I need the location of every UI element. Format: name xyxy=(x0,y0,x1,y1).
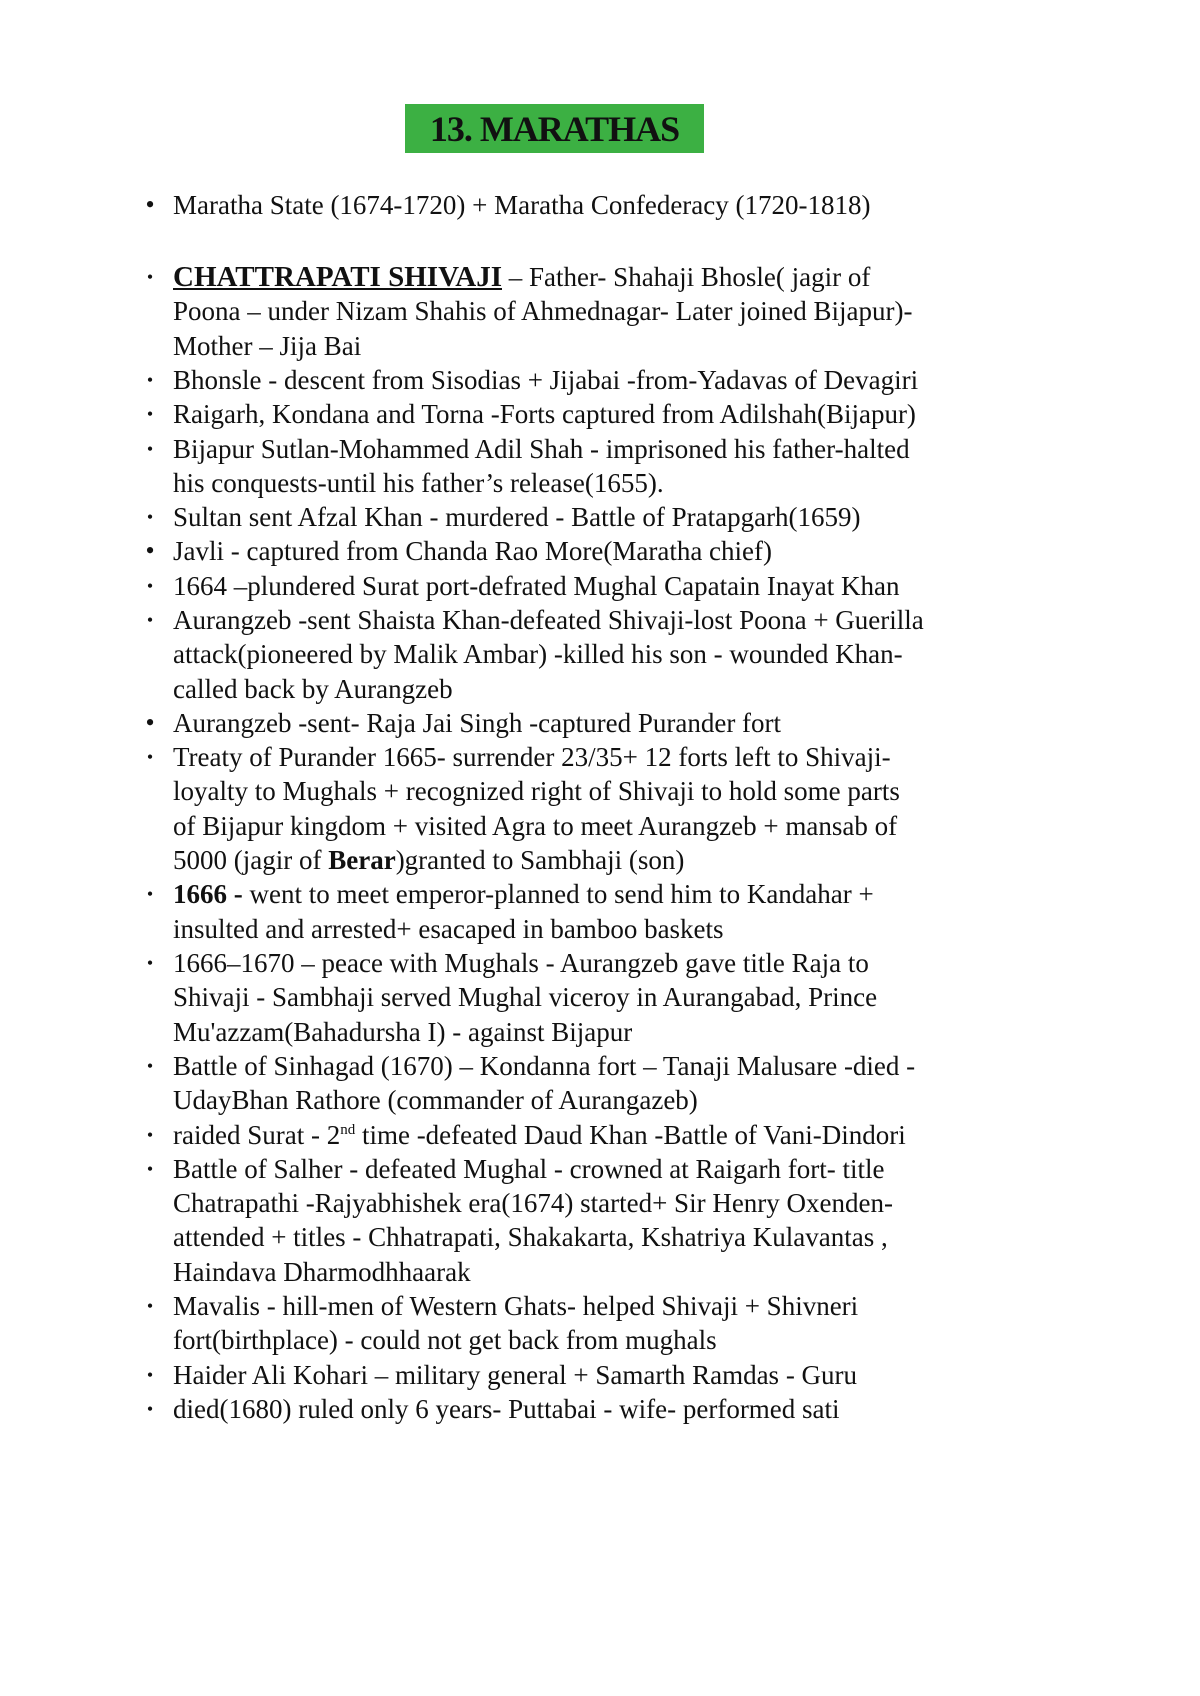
text-segment: Poona – under Nizam Shahis of Ahmednagar- Later joined Bijapur)- xyxy=(173,296,913,327)
text-line xyxy=(173,329,361,363)
bullet-icon: • xyxy=(146,1364,154,1385)
text-segment: – Father- Shahaji Bhosle( jagir of xyxy=(502,262,871,292)
text-segment: died(1680) ruled only 6 years- Puttabai - wife- performed sati xyxy=(173,1393,840,1424)
text-line xyxy=(173,1186,893,1220)
text-segment: fort(birthplace) - could not get back from mughals xyxy=(173,1325,717,1356)
text-segment: called back by Aurangzeb xyxy=(173,673,453,704)
text-segment: Battle of Sinhagad (1670) – Kondanna fort – Tanaji Malusare -died - xyxy=(173,1050,916,1081)
text-line xyxy=(173,363,918,397)
text-segment: Mavalis - hill-men of Western Ghats- helped Shivaji + Shivneri xyxy=(173,1291,859,1321)
bullet-icon: • xyxy=(146,884,154,905)
text-line xyxy=(173,294,913,328)
text-segment: attended + titles - Chhatrapati, Shakakarta, Kshatriya Kulavantas , xyxy=(173,1222,888,1253)
text-segment: Aurangzeb -sent- Raja Jai Singh -captured Purander fort xyxy=(173,707,782,738)
text-segment: Treaty of Purander 1665- surrender 23/35+ 12 forts left to Shivaji- xyxy=(173,742,891,773)
text-line xyxy=(173,1289,858,1323)
text-line xyxy=(173,672,453,706)
text-line xyxy=(173,1255,471,1289)
text-segment: Bhonsle - descent from Sisodias + Jijabai -from-Yadavas of Devagiri xyxy=(173,364,919,395)
text-segment: )granted to Sambhaji (son) xyxy=(395,845,685,876)
text-line xyxy=(173,1049,915,1083)
bullet-icon: • xyxy=(146,1296,154,1316)
text-segment: Sultan sent Afzal Khan - murdered - Battle of Pratapgarh(1659) xyxy=(173,502,861,533)
text-line xyxy=(173,740,891,774)
text-line xyxy=(173,466,664,500)
page-title: 13. MARATHAS xyxy=(405,104,704,153)
text-line xyxy=(173,1392,840,1426)
text-segment: Battle of Salher - defeated Mughal - crowned at Raigarh fort- title xyxy=(173,1153,885,1184)
text-segment: loyalty to Mughals + recognized right of Shivaji to hold some parts xyxy=(173,776,900,807)
text-segment: of Bijapur kingdom + visited Agra to meet Aurangzeb + mansab of xyxy=(173,810,898,841)
bullet-icon: • xyxy=(146,747,154,768)
text-line xyxy=(173,569,900,603)
text-segment: 5000 (jagir of xyxy=(173,845,329,876)
text-segment: Haider Ali Kohari – military general + Samarth Ramdas - Guru xyxy=(173,1359,858,1390)
bullet-icon: • xyxy=(146,1398,154,1419)
text-line xyxy=(173,1358,857,1392)
bullet-icon: • xyxy=(146,507,154,528)
text-line xyxy=(173,843,684,877)
text-line xyxy=(173,1220,888,1254)
text-line xyxy=(173,260,870,294)
text-segment: raided Surat - 2 xyxy=(173,1119,341,1150)
bullet-icon: • xyxy=(146,369,154,390)
text-segment: his conquests-until his father’s release(1655). xyxy=(173,467,664,498)
text-line xyxy=(173,637,903,671)
text-line xyxy=(173,1015,632,1049)
text-line xyxy=(173,912,724,946)
text-line xyxy=(173,1152,884,1186)
text-line xyxy=(173,603,924,637)
text-line xyxy=(173,706,781,740)
bullet-icon: • xyxy=(146,438,154,459)
text-line xyxy=(173,1323,717,1357)
text-line xyxy=(173,877,874,911)
text-segment: Raigarh, Kondana and Torna -Forts captured from Adilshah(Bijapur) xyxy=(173,399,916,430)
text-segment: Shivaji - Sambhaji served Mughal viceroy in Aurangabad, Prince xyxy=(173,982,878,1013)
bullet-icon: • xyxy=(146,575,154,596)
text-segment: UdayBhan Rathore (commander of Aurangazeb) xyxy=(173,1085,698,1116)
text-line xyxy=(173,809,897,843)
text-segment: 1664 –plundered Surat port-defrated Mughal Capatain Inayat Khan xyxy=(173,570,900,601)
bullet-icon: • xyxy=(146,404,154,425)
text-segment: Maratha State (1674-1720) + Maratha Confederacy (1720-1818) xyxy=(173,190,871,220)
bullet-icon: • xyxy=(146,267,154,287)
bullet-icon: • xyxy=(146,610,154,630)
text-line xyxy=(173,534,772,568)
text-segment: Mu'azzam(Bahadursha I) - against Bijapur xyxy=(173,1016,633,1047)
bullet-icon: • xyxy=(145,536,155,566)
bullet-icon: • xyxy=(146,1158,154,1179)
text-line xyxy=(173,500,861,534)
text-segment: attack(pioneered by Malik Ambar) -killed his son - wounded Khan- xyxy=(173,639,903,670)
text-segment: Javli - captured from Chanda Rao More(Maratha chief) xyxy=(173,536,773,567)
text-segment: Chatrapathi -Rajyabhishek era(1674) started+ Sir Henry Oxenden- xyxy=(173,1188,893,1219)
superscript-text: nd xyxy=(340,1121,356,1138)
bullet-icon: • xyxy=(145,190,155,219)
bullet-icon: • xyxy=(146,1055,154,1076)
text-segment: time -defeated Daud Khan -Battle of Vani-Dindori xyxy=(355,1119,906,1150)
text-line xyxy=(173,946,869,980)
text-segment: Bijapur Sutlan-Mohammed Adil Shah - imprisoned his father-halted xyxy=(173,433,910,464)
text-line xyxy=(173,397,916,431)
bullet-icon: • xyxy=(146,1124,154,1145)
text-segment: insulted and arrested+ esacaped in bamboo baskets xyxy=(173,913,724,944)
text-segment: Haindava Dharmodhhaarak xyxy=(173,1256,471,1287)
text-line xyxy=(173,1083,698,1117)
bullet-icon: • xyxy=(145,707,155,737)
text-line xyxy=(173,1118,906,1152)
bullet-icon: • xyxy=(146,953,154,973)
text-line xyxy=(173,980,877,1014)
emphasis-text: CHATTRAPATI SHIVAJI xyxy=(173,261,502,293)
emphasis-text: Berar xyxy=(328,845,396,876)
text-line xyxy=(173,774,900,808)
emphasis-text: 1666 - xyxy=(173,879,243,910)
text-segment: went to meet emperor-planned to send him to Kandahar + xyxy=(242,879,874,910)
text-segment: 1666–1670 – peace with Mughals - Aurangzeb gave title Raja to xyxy=(173,948,869,978)
text-segment: Aurangzeb -sent Shaista Khan-defeated Shivaji-lost Poona + Guerilla xyxy=(173,605,924,635)
text-segment: Mother – Jija Bai xyxy=(173,330,362,361)
text-line xyxy=(173,188,871,222)
text-line xyxy=(173,432,910,466)
